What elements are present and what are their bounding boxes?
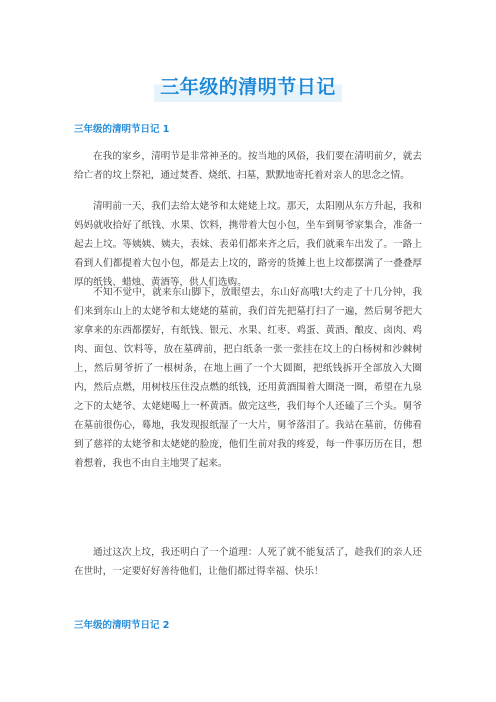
paragraph-4: 通过这次上坟，我还明白了一个道理：人死了就不能复活了，趁我们的亲人还在世时，一定要好好善待他们，让他们都过得幸福、快乐！ bbox=[74, 547, 422, 577]
page-title: 三年级的清明节日记 bbox=[154, 70, 342, 102]
paragraph-2: 清明前一天，我们去给太姥爷和太姥姥上坟。那天，太阳刚从东方升起，我和妈妈就收拾好了纸钱、水果、饮料，携带着大包小包，坐车到舅爷家集合，准备一起去上坟。等姨姨、姨夫，表妹、表弟们都来齐之后，我们就乘车出发了。一路上看到人们都提着大包小包，都是去上坟的，路旁的货摊上也上坟都摆满了一叠叠厚厚的纸钱、蜡烛、黄酒等，供人们选购。 bbox=[74, 201, 422, 288]
paragraph-1: 在我的家乡，清明节是非常神圣的。按当地的风俗，我们要在清明前夕，就去给亡者的坟上祭祀，通过焚香、烧纸、扫墓，默默地寄托着对亲人的思念之情。 bbox=[74, 151, 422, 181]
title-container bbox=[0, 70, 496, 102]
paragraph-3: 不知不觉中，就来东山脚下，放眼望去，东山好高哦!大约走了十几分钟，我们来到东山上的太姥爷和太姥姥的墓前，我们首先把墓打扫了一遍，然后舅爷把大家拿来的东西都摆好，有纸钱、银元、水果、红枣、鸡蛋、黄酒、酿皮、卤肉、鸡肉、面包、饮料等，放在墓碑前，把白纸条一张一张挂在坟上的白杨树和沙棘树上，然后舅爷折了一根树条，在地上画了一个大圆圈，把纸钱拆开全部放入大圈内，然后点燃，用树枝压住没点燃的纸钱，还用黄酒围着大圈浇一圈，希望在九泉之下的太姥爷、太姥姥喝上一杯黄酒。做完这些，我们每个人还磕了三个头。舅爷在墓前很伤心，蓦地，我发现报纸湿了一大片，舅爷落泪了。我站在墓前，仿佛看到了慈祥的太姥爷和太姥姥的脸庞，他们生前对我的疼爱，每一件事历历在目，想着想着，我也不由自主地哭了起来。 bbox=[74, 287, 422, 469]
section-heading-1: 三年级的清明节日记 1 bbox=[74, 124, 170, 135]
section-heading-2: 三年级的清明节日记 2 bbox=[74, 620, 170, 631]
